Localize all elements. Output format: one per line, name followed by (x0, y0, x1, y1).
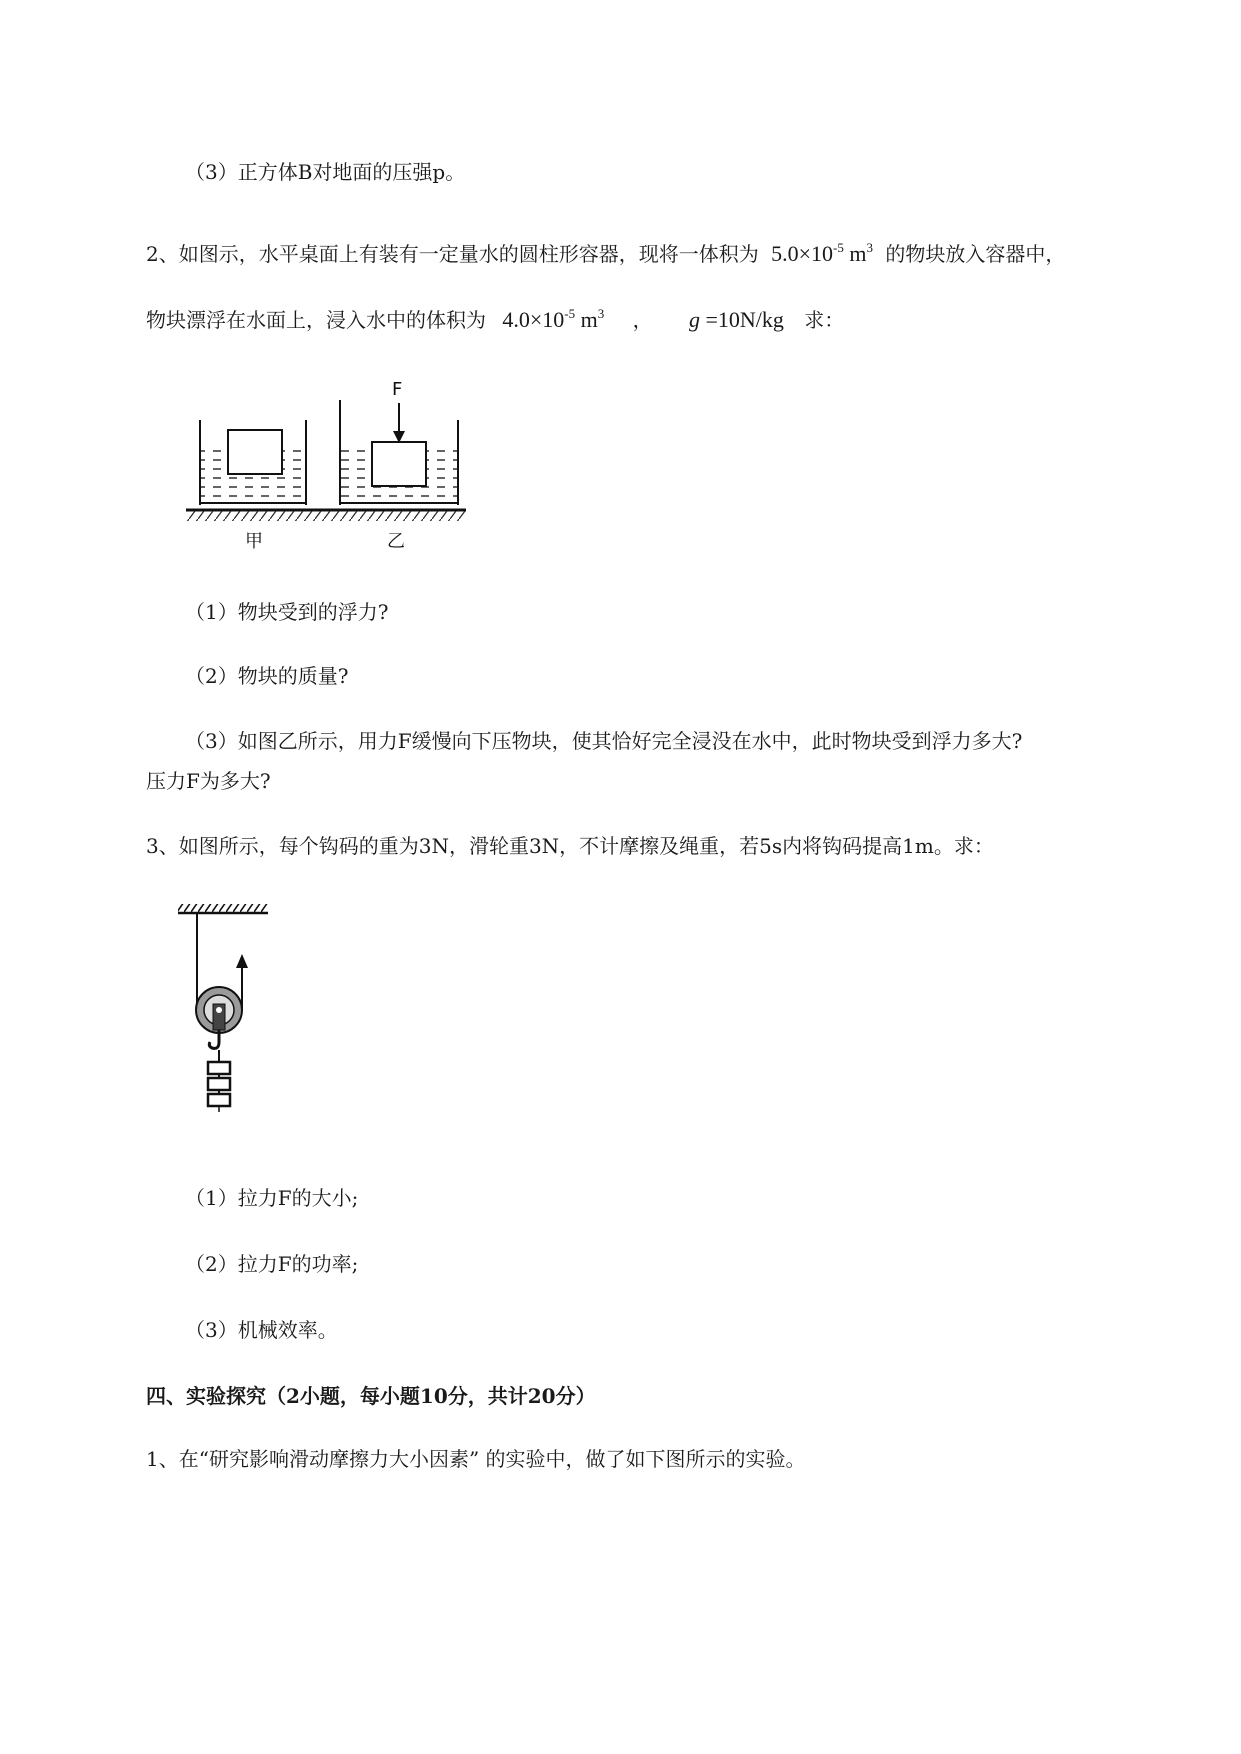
force-label: F (392, 379, 403, 400)
q2-part1: （1）物块受到的浮力? (185, 600, 389, 624)
q1-part3: （3）正方体B对地面的压强p。 (185, 160, 466, 184)
block-submerged (372, 442, 426, 486)
q3-text: 3、如图所示，每个钩码的重为3N，滑轮重3N，不计摩擦及绳重，若5s内将钩码提高1m。求： (146, 834, 994, 858)
q2-line2-text: 物块漂浮在水面上，浸入水中的体积为 (146, 308, 486, 332)
volume-total-formula: $5.0\times 10^{-5}$ $m^3$ (771, 240, 873, 266)
ceiling-hatching (178, 904, 268, 913)
q2-part2: （2）物块的质量? (185, 664, 349, 688)
weight-1 (208, 1062, 230, 1074)
container-figure (180, 375, 470, 555)
q2-part3: （3）如图乙所示，用力F缓慢向下压物块，使其恰好完全浸没在水中，此时物块受到浮力多大? (185, 729, 1023, 753)
q2-line1 (146, 234, 1065, 268)
q3-part2: （2）拉力F的功率; (185, 1252, 359, 1276)
q2-line1-text: 2、如图示，水平桌面上有装有一定量水的圆柱形容器，现将一体积为 (146, 242, 759, 266)
weight-3 (208, 1094, 230, 1106)
pull-arrow-head (236, 954, 248, 968)
q2-part3-cont: 压力F为多大? (146, 769, 271, 793)
label-yi: 乙 (387, 531, 405, 552)
weight-2 (208, 1078, 230, 1090)
table-hatching (186, 511, 466, 521)
block-floating (228, 430, 282, 474)
volume-submerged-formula: $4.0\times 10^{-5}$ $m^3$ (502, 306, 605, 332)
pulley-axle (216, 1007, 222, 1013)
q2-line1-tail: 的物块放入容器中， (885, 242, 1066, 266)
label-jia: 甲 (245, 531, 263, 552)
q3-part3: （3）机械效率。 (185, 1318, 338, 1342)
pulley-figure (170, 892, 280, 1132)
q3-part1: （1）拉力F的大小; (185, 1186, 359, 1210)
gravity-formula: g =10N/kg (688, 307, 784, 332)
section4-q1: 1、在“研究影响滑动摩擦力大小因素” 的实验中，做了如下图所示的实验。 (146, 1447, 806, 1471)
section4-title: 四、实验探究（2小题，每小题10分，共计20分） (146, 1384, 596, 1408)
q2-line2-tail: 求： (804, 308, 845, 332)
q2-line2: 物块漂浮在水面上，浸入水中的体积为 $4.0\times 10^{-5}$ $m^3$ ， g =10N/kg 求： (146, 306, 845, 332)
